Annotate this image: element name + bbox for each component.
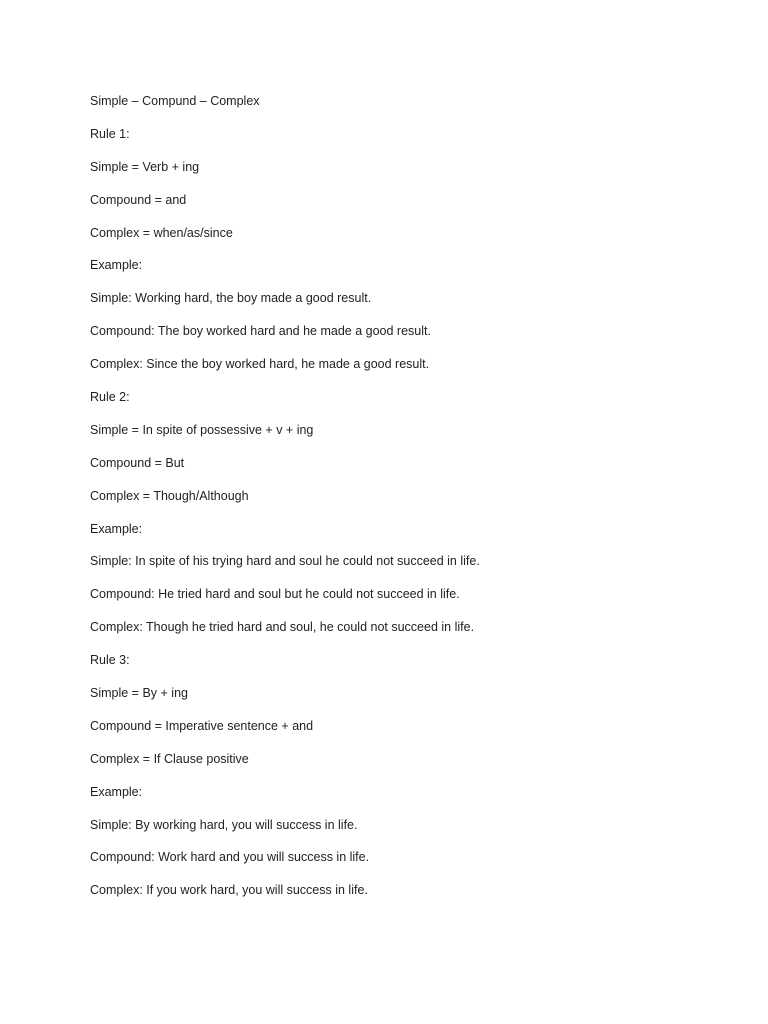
example-line: Compound: Work hard and you will success in life. [90, 850, 370, 865]
rule-heading: Rule 3: [90, 653, 130, 668]
rule-line: Simple = Verb + ing [90, 159, 200, 174]
rule-line: Simple = By + ing [90, 686, 188, 701]
rule-line: Complex = Though/Although [90, 488, 249, 503]
example-line: Compound: The boy worked hard and he made a good result. [90, 324, 431, 339]
document-title: Simple – Compund – Complex [90, 94, 260, 108]
rule-line: Complex = If Clause positive [90, 751, 249, 766]
example-line: Simple: By working hard, you will success in life. [90, 817, 358, 832]
rule-heading: Rule 1: [90, 126, 130, 141]
example-line: Complex: Since the boy worked hard, he made a good result. [90, 357, 430, 372]
example-line: Simple: Working hard, the boy made a good result. [90, 291, 372, 306]
example-heading: Example: [90, 258, 143, 273]
document-body [90, 92, 710, 914]
rule-line: Simple = In spite of possessive + v + ing [90, 422, 314, 437]
example-heading: Example: [90, 521, 143, 536]
rule-line: Compound = Imperative sentence + and [90, 718, 314, 733]
example-line: Compound: He tried hard and soul but he could not succeed in life. [90, 587, 460, 602]
example-line: Complex: Though he tried hard and soul, he could not succeed in life. [90, 620, 475, 635]
example-line: Simple: In spite of his trying hard and soul he could not succeed in life. [90, 554, 480, 569]
example-heading: Example: [90, 784, 143, 799]
rule-line: Compound = But [90, 455, 185, 470]
rule-line: Compound = and [90, 192, 187, 207]
example-line: Complex: If you work hard, you will success in life. [90, 883, 368, 898]
rule-heading: Rule 2: [90, 390, 130, 405]
rule-line: Complex = when/as/since [90, 225, 233, 240]
